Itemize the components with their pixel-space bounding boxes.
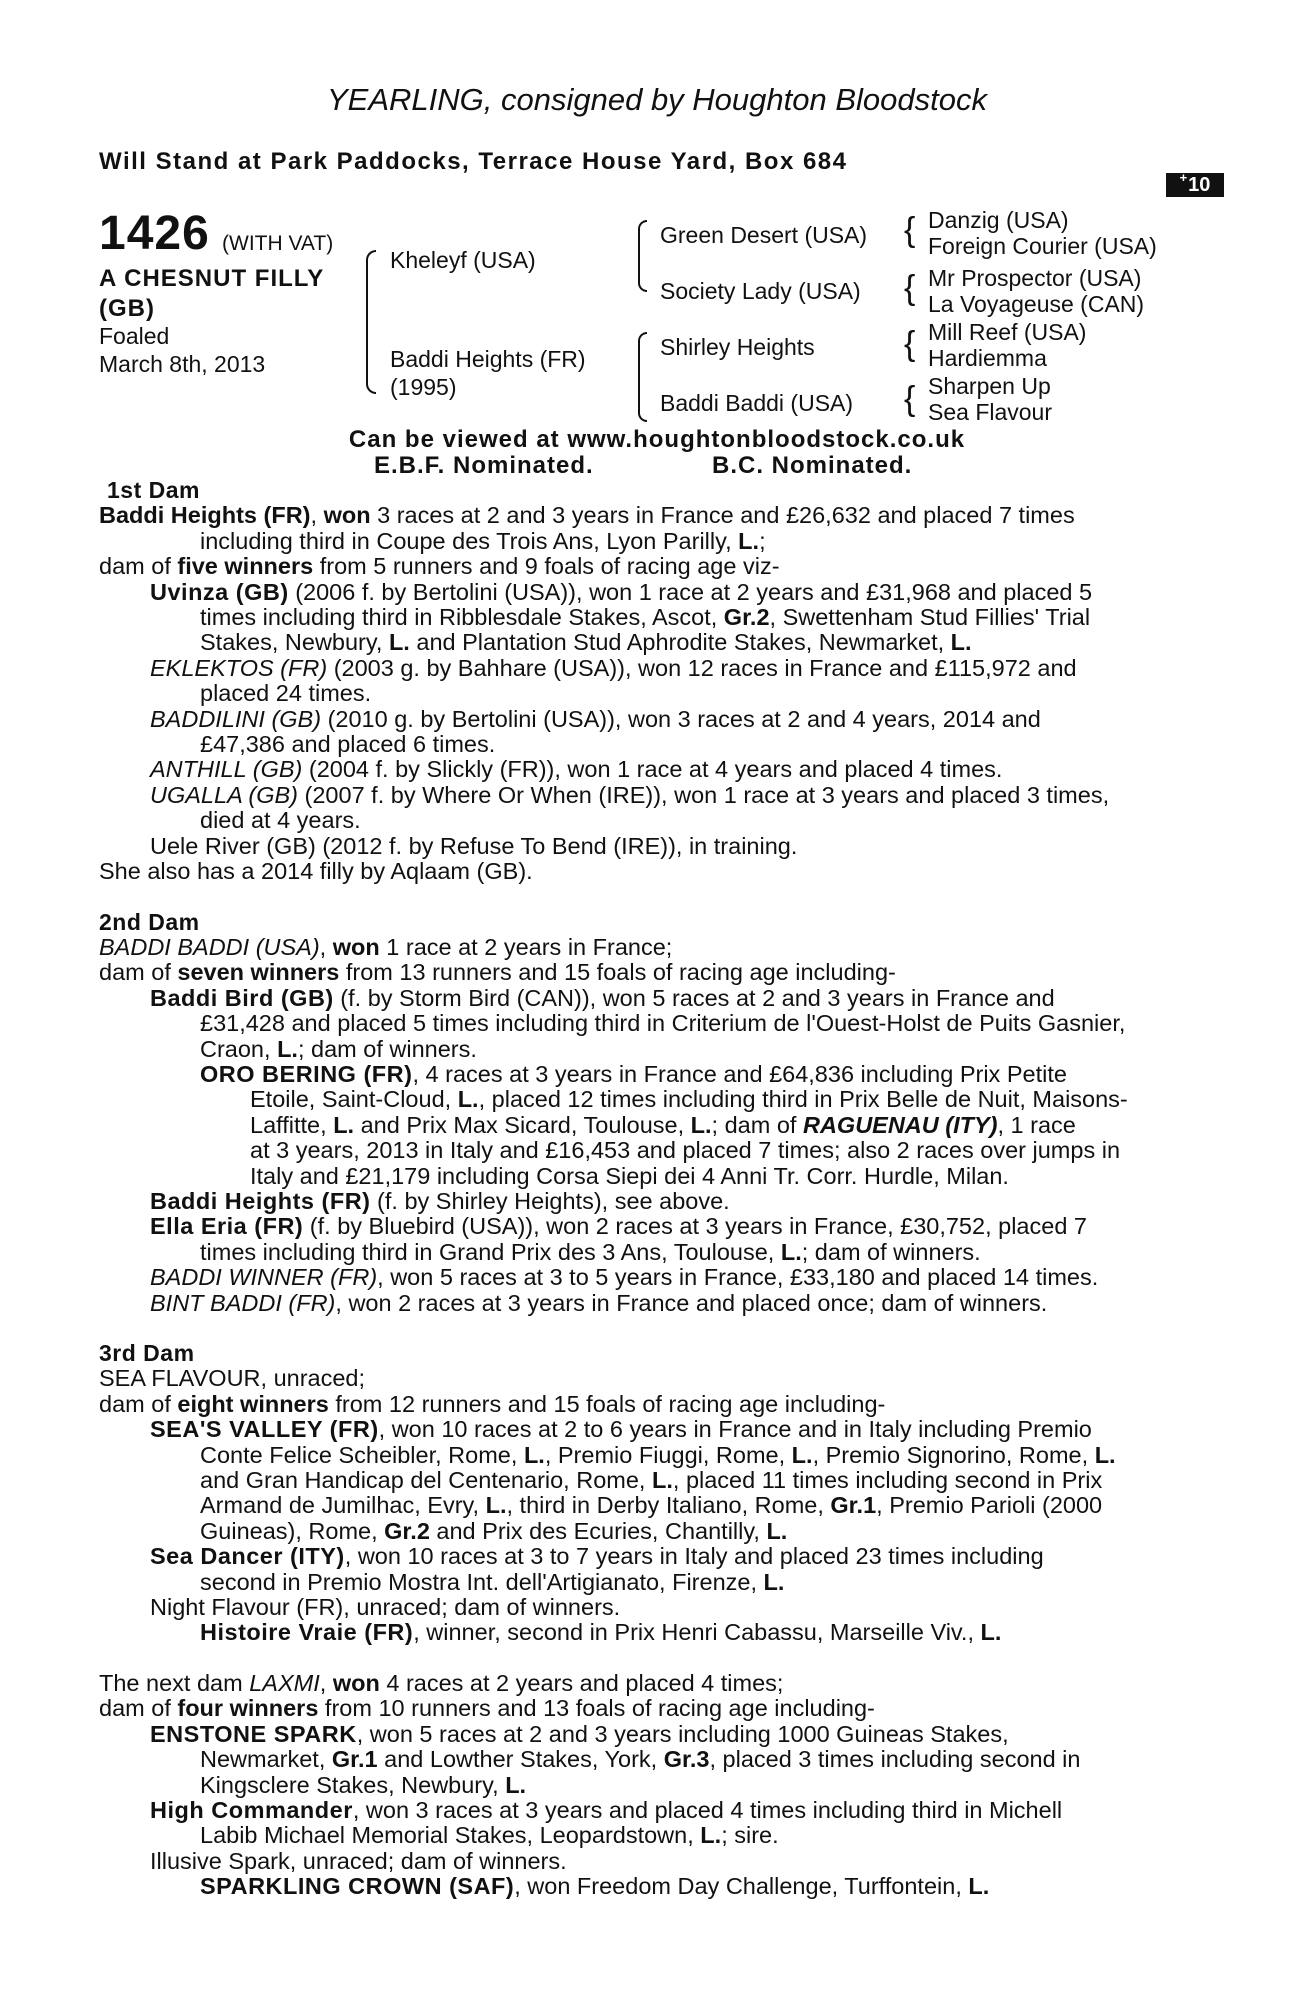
progeny-line	[99, 1519, 1205, 1544]
first-dam-line	[99, 529, 1205, 554]
pedigree-ddd: Sea Flavour	[928, 399, 1053, 425]
progeny-line: Illusive Spark, unraced; dam of winners.	[150, 1847, 567, 1874]
text-segment: times including third in Grand Prix des 3 Ans, Toulouse,	[200, 1238, 781, 1265]
text-segment: Histoire Vraie (FR)	[200, 1619, 414, 1646]
pedigree-sire: Kheleyf (USA)	[390, 247, 536, 273]
text-segment: from 5 runners and 9 foals of racing age viz-	[313, 553, 780, 580]
progeny-line	[99, 986, 1205, 1011]
text-segment: Gr.1	[331, 1746, 378, 1773]
text-segment: , 4 races at 3 years in France and £64,836 including Prix Petite	[412, 1060, 1067, 1087]
text-segment: times including third in Ribblesdale Stakes, Ascot,	[200, 604, 724, 631]
first-dam-heading: 1st Dam	[107, 477, 200, 503]
text-segment: , placed 12 times including third in Prix Belle de Nuit, Maisons-	[478, 1086, 1128, 1113]
text-segment: BADDILINI (GB)	[150, 705, 322, 732]
text-segment: L.	[980, 1619, 1002, 1646]
pedigree-curly-3: {	[904, 325, 916, 363]
pedigree-curly-2: {	[904, 269, 916, 307]
pedigree-brace-main	[366, 250, 376, 394]
pedigree-brace-dam	[638, 332, 647, 422]
text-segment: , Premio Fiuggi, Rome,	[544, 1441, 792, 1468]
text-segment: (2007 f. by Where Or When (IRE)), won 1 race at 3 years and placed 3 times,	[298, 781, 1110, 808]
text-segment: including third in Coupe des Trois Ans, Lyon Parilly,	[200, 527, 739, 554]
progeny-line	[99, 757, 1205, 782]
text-segment: L.	[523, 1441, 545, 1468]
ebf-nominated: E.B.F. Nominated.	[374, 452, 594, 479]
text-segment: , Swettenham Stud Fillies' Trial	[769, 604, 1091, 631]
text-segment: SPARKLING CROWN (SAF)	[200, 1873, 515, 1900]
text-segment: BADDI WINNER (FR)	[150, 1264, 378, 1291]
text-segment: The next dam	[99, 1669, 250, 1696]
text-segment: and Prix des Ecuries, Chantilly,	[429, 1517, 767, 1544]
text-segment: Labib Michael Memorial Stakes, Leopardstown,	[200, 1822, 701, 1849]
text-segment: Gr.1	[830, 1492, 877, 1519]
progeny-line	[99, 630, 1205, 655]
badge-plus: +	[1179, 169, 1188, 185]
text-segment: EKLEKTOS (FR)	[150, 654, 328, 681]
text-segment: , third in Derby Italiano, Rome,	[506, 1492, 831, 1519]
catalogue-body	[99, 478, 1205, 1900]
lot-description	[99, 264, 324, 324]
text-segment: Gr.2	[384, 1517, 430, 1544]
progeny-line: £47,386 and placed 6 times.	[200, 731, 496, 758]
second-dam-line	[99, 935, 1205, 960]
text-segment: second in Premio Mostra Int. dell'Artigianato, Firenze,	[200, 1568, 764, 1595]
progeny-line	[99, 1773, 1205, 1798]
text-segment: (2003 g. by Bahhare (USA)), won 12 races in France and £115,972 and	[327, 654, 1077, 681]
text-segment: Laffitte,	[250, 1111, 334, 1138]
pedigree-sss: Danzig (USA)	[928, 207, 1069, 233]
lot-number: 1426	[99, 207, 210, 260]
progeny-line: Night Flavour (FR), unraced; dam of winners.	[150, 1594, 621, 1621]
text-segment: SEA'S VALLEY (FR)	[150, 1416, 379, 1443]
pedigree-sd: Society Lady (USA)	[660, 278, 861, 304]
progeny-line	[99, 1265, 1205, 1290]
progeny-line	[99, 1798, 1205, 1823]
text-segment: four winners	[177, 1695, 319, 1722]
text-segment: Craon,	[200, 1035, 278, 1062]
text-segment: ANTHILL (GB)	[150, 756, 303, 783]
stand-location: Will Stand at Park Paddocks, Terrace House Yard, Box 684	[99, 148, 848, 175]
progeny-line	[99, 783, 1205, 808]
text-segment: dam of	[99, 1390, 178, 1417]
text-segment: five winners	[177, 553, 314, 580]
foaled-date: March 8th, 2013	[99, 351, 266, 377]
progeny-line	[99, 707, 1205, 732]
text-segment: Ella Eria (FR)	[150, 1213, 304, 1240]
text-segment: L.	[700, 1822, 722, 1849]
progeny-line: Uele River (GB) (2012 f. by Refuse To Bend (IRE)), in training.	[150, 832, 798, 859]
pedigree-curly-1: {	[904, 211, 916, 249]
text-segment: High Commander	[150, 1796, 353, 1823]
progeny-line	[99, 1087, 1205, 1112]
text-segment: Gr.2	[723, 604, 770, 631]
progeny-line	[99, 1417, 1205, 1442]
text-segment: BINT BADDI (FR)	[150, 1289, 336, 1316]
text-segment: , won 2 races at 3 years in France and placed once; dam of winners.	[335, 1289, 1048, 1316]
progeny-line	[99, 1874, 1205, 1899]
text-segment: Stakes, Newbury,	[200, 629, 389, 656]
lot-vat: (WITH VAT)	[222, 232, 334, 255]
text-segment: (2006 f. by Bertolini (USA)), won 1 race at 2 years and £31,968 and placed 5	[288, 578, 1093, 605]
pedigree-dss: Mill Reef (USA)	[928, 319, 1087, 345]
text-segment: , winner, second in Prix Henri Cabassu, Marseille Viv.,	[413, 1619, 981, 1646]
text-segment: seven winners	[177, 959, 340, 986]
text-segment: UGALLA (GB)	[150, 781, 298, 808]
text-segment: L.	[766, 1517, 788, 1544]
text-segment: ORO BERING (FR)	[200, 1060, 413, 1087]
text-segment: (f. by Storm Bird (CAN)), won 5 races at 2 and 3 years in France and	[333, 984, 1055, 1011]
text-segment: won	[332, 1669, 380, 1696]
progeny-line	[99, 1214, 1205, 1239]
pedigree-dam: Baddi Heights (FR)	[390, 346, 586, 372]
text-segment: , Premio Signorino, Rome,	[812, 1441, 1095, 1468]
text-segment: L.	[791, 1441, 813, 1468]
badge-number: 10	[1188, 173, 1211, 196]
progeny-line	[99, 1113, 1205, 1138]
text-segment: Baddi Bird (GB)	[150, 984, 334, 1011]
text-segment: L.	[738, 527, 760, 554]
text-segment: Guineas), Rome,	[200, 1517, 385, 1544]
pedigree-dsd: Hardiemma	[928, 345, 1047, 371]
pedigree-curly-4: {	[904, 380, 916, 418]
first-dam-line	[99, 554, 1205, 579]
text-segment: and Prix Max Sicard, Toulouse,	[354, 1111, 691, 1138]
text-segment: dam of	[99, 959, 178, 986]
text-segment: , won 3 races at 3 years and placed 4 times including third in Michell	[352, 1796, 1063, 1823]
progeny-line	[99, 656, 1205, 681]
text-segment: , placed 11 times including second in Prix	[672, 1467, 1103, 1494]
text-segment: and Plantation Stud Aphrodite Stakes, Newmarket,	[409, 629, 951, 656]
first-dam-line	[99, 503, 1205, 528]
progeny-line: £31,428 and placed 5 times including third in Criterium de l'Ouest-Holst de Puits Gasnier,	[200, 1010, 1126, 1037]
progeny-line	[99, 1062, 1205, 1087]
text-segment: ;	[759, 527, 766, 554]
pedigree-dds: Sharpen Up	[928, 373, 1051, 399]
text-segment: , 1 race	[997, 1111, 1076, 1138]
page-title: YEARLING, consigned by Houghton Bloodstock	[327, 82, 987, 117]
pedigree-dam-year: (1995)	[390, 374, 457, 400]
next-dam-line	[99, 1696, 1205, 1721]
progeny-line	[99, 580, 1205, 605]
text-segment: ; dam of winners.	[801, 1238, 981, 1265]
lot-desc-line2: (GB)	[99, 295, 155, 322]
bc-nominated: B.C. Nominated.	[712, 452, 913, 479]
second-dam-heading: 2nd Dam	[99, 908, 200, 935]
lot-badge	[1166, 169, 1224, 197]
text-segment: dam of	[99, 1695, 178, 1722]
text-segment: , won 5 races at 2 and 3 years including 1000 Guineas Stakes,	[356, 1720, 1009, 1747]
text-segment: Conte Felice Scheibler, Rome,	[200, 1441, 524, 1468]
progeny-line	[99, 1240, 1205, 1265]
text-segment: 4 races at 2 years and placed 4 times;	[379, 1669, 784, 1696]
text-segment: L.	[388, 629, 410, 656]
text-segment: L.	[505, 1771, 527, 1798]
pedigree-brace-sire	[638, 220, 647, 292]
progeny-line	[99, 1189, 1205, 1214]
text-segment: , won 5 races at 3 to 5 years in France, £33,180 and placed 14 times.	[377, 1264, 1099, 1291]
text-segment: ,	[319, 933, 333, 960]
text-segment: , placed 3 times including second in	[709, 1746, 1081, 1773]
text-segment: ,	[319, 1669, 333, 1696]
text-segment: and Lowther Stakes, York,	[377, 1746, 664, 1773]
text-segment: Kingsclere Stakes, Newbury,	[200, 1771, 506, 1798]
text-segment: , won Freedom Day Challenge, Turffontein,	[514, 1873, 969, 1900]
text-segment: LAXMI	[249, 1669, 320, 1696]
third-dam-heading: 3rd Dam	[99, 1340, 195, 1366]
text-segment: and Gran Handicap del Centenario, Rome,	[200, 1467, 652, 1494]
text-segment: won	[332, 933, 380, 960]
text-segment: won	[323, 502, 371, 529]
foaled-label: Foaled	[99, 323, 170, 349]
text-segment: ; dam of	[711, 1111, 803, 1138]
text-segment: L.	[652, 1467, 673, 1494]
text-segment: Baddi Heights (FR)	[150, 1187, 371, 1214]
progeny-line	[99, 1823, 1205, 1848]
text-segment: Baddi Heights (FR)	[99, 502, 311, 529]
progeny-line	[99, 1722, 1205, 1747]
pedigree-ssd: Foreign Courier (USA)	[928, 233, 1157, 259]
progeny-line	[99, 1570, 1205, 1595]
text-segment: L.	[780, 1238, 802, 1265]
text-segment: L.	[333, 1111, 355, 1138]
text-segment: L.	[968, 1873, 990, 1900]
second-dam-line	[99, 960, 1205, 985]
progeny-line	[99, 1493, 1205, 1518]
pedigree-sdd: La Voyageuse (CAN)	[928, 291, 1145, 317]
progeny-line: at 3 years, 2013 in Italy and £16,453 and placed 7 times; also 2 races over jumps in	[250, 1137, 1121, 1164]
text-segment: ,	[310, 502, 324, 529]
first-dam-note: She also has a 2014 filly by Aqlaam (GB).	[99, 858, 533, 885]
text-segment: ENSTONE SPARK	[150, 1720, 357, 1747]
text-segment: Newmarket,	[200, 1746, 332, 1773]
text-segment: Gr.3	[663, 1746, 710, 1773]
progeny-line	[99, 1468, 1205, 1493]
text-segment: L.	[690, 1111, 712, 1138]
progeny-line	[99, 1037, 1205, 1062]
text-segment: BADDI BADDI (USA)	[99, 933, 320, 960]
pedigree-ds: Shirley Heights	[660, 334, 815, 360]
text-segment: , won 10 races at 2 to 6 years in France and in Italy including Premio	[378, 1416, 1092, 1443]
progeny-line: Italy and £21,179 including Corsa Siepi dei 4 Anni Tr. Corr. Hurdle, Milan.	[250, 1162, 1009, 1189]
text-segment: Armand de Jumilhac, Evry,	[200, 1492, 486, 1519]
progeny-line	[99, 1620, 1205, 1645]
progeny-line	[99, 1291, 1205, 1316]
text-segment: 3 races at 2 and 3 years in France and £26,632 and placed 7 times	[370, 502, 1075, 529]
text-segment: , won 10 races at 3 to 7 years in Italy and placed 23 times including	[344, 1543, 1044, 1570]
progeny-line: placed 24 times.	[200, 680, 372, 707]
text-segment: L.	[457, 1086, 479, 1113]
text-segment: , Premio Parioli (2000	[876, 1492, 1103, 1519]
progeny-line	[99, 1443, 1205, 1468]
text-segment: L.	[277, 1035, 298, 1062]
text-segment: from 10 runners and 13 foals of racing age including-	[318, 1695, 875, 1722]
text-segment: L.	[485, 1492, 507, 1519]
lot-desc-line1: A CHESNUT FILLY	[99, 265, 325, 292]
text-segment: ; sire.	[721, 1822, 779, 1849]
text-segment: from 12 runners and 15 foals of racing age including-	[328, 1390, 886, 1417]
text-segment: eight winners	[177, 1390, 329, 1417]
text-segment: dam of	[99, 553, 178, 580]
text-segment: L.	[950, 629, 972, 656]
text-segment: Sea Dancer (ITY)	[150, 1543, 345, 1570]
pedigree-dd: Baddi Baddi (USA)	[660, 390, 854, 416]
text-segment: (f. by Shirley Heights), see above.	[370, 1187, 730, 1214]
third-dam-line: SEA FLAVOUR, unraced;	[99, 1365, 366, 1392]
progeny-line	[99, 605, 1205, 630]
text-segment: L.	[763, 1568, 785, 1595]
viewing-link[interactable]: Can be viewed at www.houghtonbloodstock.co.uk	[348, 426, 966, 453]
text-segment: 1 race at 2 years in France;	[379, 933, 673, 960]
text-segment: Uvinza (GB)	[150, 578, 289, 605]
text-segment: L.	[1094, 1441, 1116, 1468]
text-segment: Etoile, Saint-Cloud,	[250, 1086, 458, 1113]
third-dam-line	[99, 1392, 1205, 1417]
text-segment: (f. by Bluebird (USA)), won 2 races at 3 years in France, £30,752, placed 7	[303, 1213, 1087, 1240]
pedigree-sds: Mr Prospector (USA)	[928, 265, 1142, 291]
text-segment: (2004 f. by Slickly (FR)), won 1 race at 4 years and placed 4 times.	[302, 756, 1003, 783]
progeny-line	[99, 1544, 1205, 1569]
text-segment: ; dam of winners.	[297, 1035, 477, 1062]
text-segment: (2010 g. by Bertolini (USA)), won 3 races at 2 and 4 years, 2014 and	[321, 705, 1041, 732]
next-dam-line	[99, 1671, 1205, 1696]
text-segment: RAGUENAU (ITY)	[802, 1111, 998, 1138]
progeny-line: died at 4 years.	[200, 807, 361, 834]
text-segment: from 13 runners and 15 foals of racing age including-	[339, 959, 896, 986]
lot-foaled	[99, 322, 265, 378]
pedigree-ss: Green Desert (USA)	[660, 222, 868, 248]
progeny-line	[99, 1747, 1205, 1772]
